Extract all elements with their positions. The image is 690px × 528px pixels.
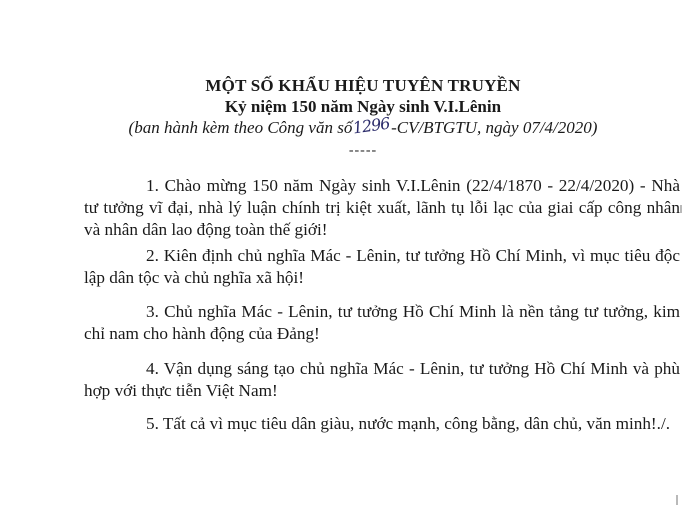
slogan-2: 2. Kiên định chủ nghĩa Mác - Lênin, tư tưởng Hồ Chí Minh, vì mục tiêu độc lập dân tộc và chủ nghĩa xã hội! [84, 246, 680, 287]
slogan-3: 3. Chủ nghĩa Mác - Lênin, tư tưởng Hồ Chí Minh là nền tảng tư tưởng, kim chỉ nam cho hành động của Đảng! [84, 302, 680, 343]
slogan-4: 4. Vận dụng sáng tạo chủ nghĩa Mác - Lênin, tư tưởng Hồ Chí Minh và phù hợp với thực tiễn Việt Nam! [84, 359, 680, 400]
document-title: MỘT SỐ KHẨU HIỆU TUYÊN TRUYỀN [205, 76, 521, 95]
document-reference [18, 113, 690, 138]
slogan-1: 1. Chào mừng 150 năm Ngày sinh V.I.Lênin (22/4/1870 - 22/4/2020) - Nhà tư tưởng vĩ đại, nhà lý luận chính trị kiệt xuất, lãnh tụ lỗi lạc của giai cấp công nhân và nhân dân lao động toàn thế giới! [84, 176, 680, 239]
handwritten-document-number: 1296 [351, 113, 391, 138]
scan-edge-mark [676, 495, 678, 505]
document-subtitle: Kỷ niệm 150 năm Ngày sinh V.I.Lênin [224, 97, 502, 116]
section-divider: ----- [348, 143, 378, 158]
reference-prefix: (ban hành kèm theo Công văn số [128, 118, 353, 137]
slogan-5: 5. Tất cả vì mục tiêu dân giàu, nước mạnh, công bằng, dân chủ, văn minh!./. [146, 414, 671, 433]
reference-suffix: -CV/BTGTU, ngày 07/4/2020) [391, 118, 598, 137]
scan-edge-mark [680, 205, 682, 213]
